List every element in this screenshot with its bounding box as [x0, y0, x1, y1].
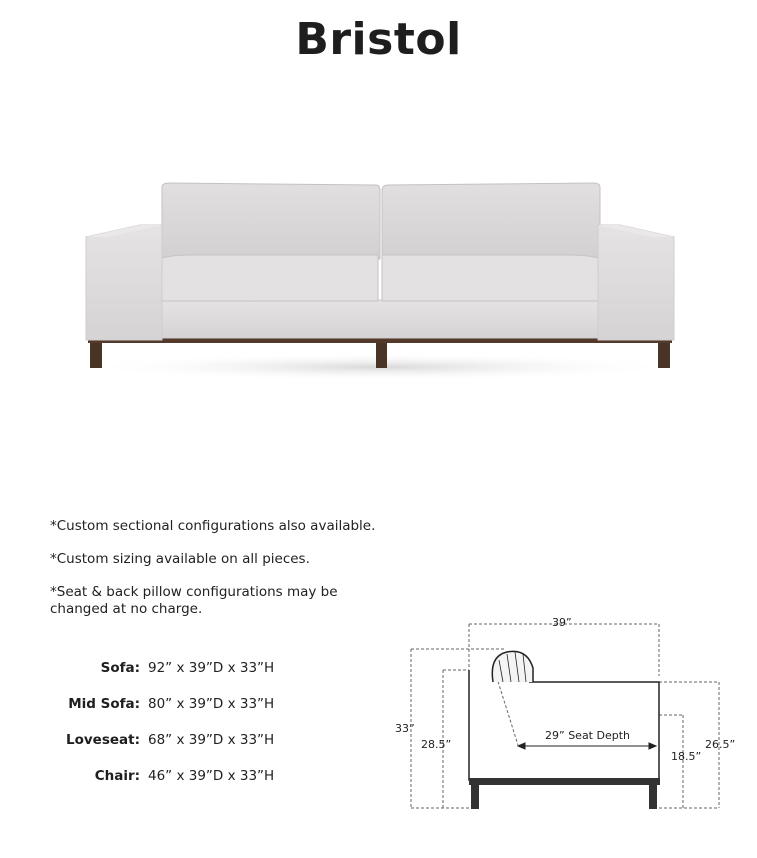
note-custom-sizing: *Custom sizing available on all pieces. — [50, 551, 310, 567]
spec-label: Mid Sofa: — [68, 696, 140, 712]
back-height-label: 26.5” — [705, 738, 736, 751]
spec-value: 80” x 39”D x 33”H — [148, 696, 275, 712]
spec-row-sofa — [40, 660, 274, 696]
size-specs-table — [40, 660, 274, 804]
spec-row-mid-sofa — [40, 696, 274, 732]
sofa-product-image — [80, 175, 680, 390]
seat-depth-label: 29” Seat Depth — [545, 729, 630, 742]
spec-label: Chair: — [94, 768, 140, 784]
note-sectional: *Custom sectional configurations also available. — [50, 518, 376, 534]
spec-row-loveseat — [40, 732, 274, 768]
notes-list — [50, 518, 390, 634]
page-title: Bristol — [295, 14, 462, 65]
seat-height-label: 18.5” — [671, 750, 702, 763]
depth-label: 39” — [552, 616, 572, 629]
arm-height-label: 28.5” — [421, 738, 452, 751]
spec-value: 92” x 39”D x 33”H — [148, 660, 275, 676]
spec-row-chair — [40, 768, 274, 804]
spec-value: 68” x 39”D x 33”H — [148, 732, 275, 748]
spec-value: 46” x 39”D x 33”H — [148, 768, 275, 784]
spec-label: Sofa: — [100, 660, 140, 676]
note-pillow-config: *Seat & back pillow configurations may be changed at no charge. — [50, 584, 338, 617]
dimension-diagram — [395, 612, 740, 812]
spec-label: Loveseat: — [66, 732, 140, 748]
overall-height-label: 33” — [395, 722, 415, 735]
